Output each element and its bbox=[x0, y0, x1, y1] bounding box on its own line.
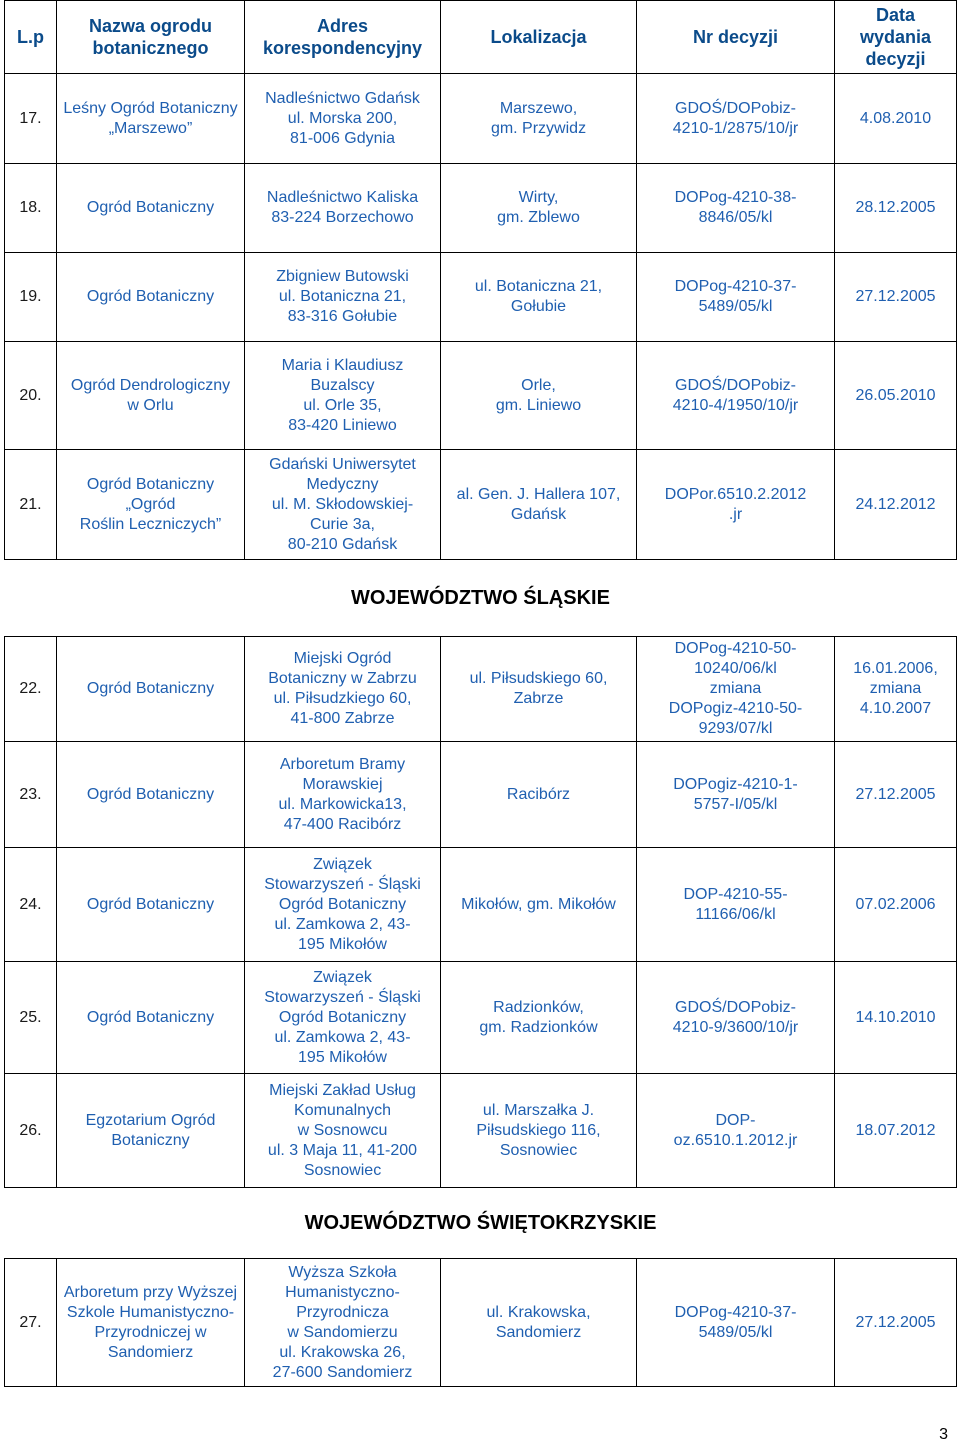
section-swietokrzyskie-body bbox=[5, 1188, 957, 1259]
cell-address bbox=[245, 74, 441, 164]
cell-name bbox=[57, 848, 245, 962]
cell-line: 27.12.2005 bbox=[855, 288, 936, 305]
cell-name bbox=[57, 74, 245, 164]
cell-line: ul. Piłsudzkiego 60, bbox=[273, 690, 412, 707]
cell-name bbox=[57, 637, 245, 742]
cell-line: Związek bbox=[313, 968, 372, 986]
cell-line: Miejski Ogród bbox=[293, 650, 392, 667]
cell-location bbox=[441, 450, 637, 560]
header-address: Adres korespondencyjny bbox=[245, 1, 441, 74]
cell-line: 4.08.2010 bbox=[859, 109, 932, 127]
cell-line: ul. 3 Maja 11, 41-200 bbox=[267, 1141, 418, 1159]
cell-line: Ogród Botaniczny bbox=[86, 288, 215, 305]
cell-line: Ogród Botaniczny bbox=[86, 1008, 215, 1026]
cell-line: ul. Botaniczna 21, bbox=[474, 278, 603, 295]
cell-line: Stowarzyszeń - Śląski bbox=[264, 988, 421, 1006]
cell-line: DOPog-4210-37- bbox=[674, 278, 797, 295]
cell-lp: 23. bbox=[5, 742, 57, 848]
cell-line: Sosnowiec bbox=[499, 1141, 578, 1159]
cell-line: DOPogiz-4210-1- bbox=[673, 775, 798, 793]
cell-line: 9293/07/kl bbox=[698, 720, 773, 737]
cell-line: Sandomierz bbox=[495, 1323, 582, 1341]
cell-decision bbox=[637, 1259, 835, 1387]
cell-line: 4210-1/2875/10/jr bbox=[672, 119, 799, 137]
cell-line: ul. Zamkowa 2, 43- bbox=[274, 1028, 411, 1046]
cell-date bbox=[835, 848, 957, 962]
table-row bbox=[5, 342, 957, 450]
cell-line: Sandomierz bbox=[107, 1343, 194, 1361]
cell-line: 28.12.2005 bbox=[855, 199, 936, 216]
cell-address bbox=[245, 1259, 441, 1387]
cell-line: 26.05.2010 bbox=[855, 386, 936, 404]
table-row bbox=[5, 962, 957, 1074]
cell-lp: 21. bbox=[5, 450, 57, 560]
cell-lp: 27. bbox=[5, 1259, 57, 1387]
cell-location bbox=[441, 164, 637, 253]
cell-line: Botaniczny bbox=[111, 1131, 190, 1149]
cell-lp: 26. bbox=[5, 1074, 57, 1188]
cell-line: 47-400 Racibórz bbox=[283, 815, 402, 833]
cell-line: ul. Botaniczna 21, bbox=[278, 288, 407, 305]
cell-line: DOPog-4210-37- bbox=[674, 1303, 797, 1321]
cell-decision bbox=[637, 164, 835, 253]
cell-line: 8846/05/kl bbox=[698, 209, 773, 226]
cell-line: 27-600 Sandomierz bbox=[272, 1363, 413, 1381]
cell-line: Ogród Dendrologiczny bbox=[70, 376, 231, 394]
cell-decision bbox=[637, 450, 835, 560]
cell-line: 195 Mikołów bbox=[298, 1048, 387, 1066]
cell-line: 80-210 Gdańsk bbox=[287, 535, 398, 553]
rows-c bbox=[5, 1259, 957, 1387]
cell-line: 83-420 Liniewo bbox=[288, 416, 397, 434]
cell-lp: 20. bbox=[5, 342, 57, 450]
cell-line: Nadleśnictwo Kaliska bbox=[266, 189, 419, 206]
cell-decision bbox=[637, 74, 835, 164]
cell-line: Miejski Zakład Usług bbox=[269, 1081, 416, 1099]
section-row bbox=[5, 560, 957, 637]
cell-location bbox=[441, 848, 637, 962]
cell-line: Mikołów, gm. Mikołów bbox=[461, 895, 616, 913]
cell-location bbox=[441, 1074, 637, 1188]
cell-line: GDOŚ/DOPobiz- bbox=[675, 376, 796, 394]
rows-b bbox=[5, 637, 957, 1188]
cell-decision bbox=[637, 342, 835, 450]
header-name: Nazwa ogrodu botanicznego bbox=[57, 1, 245, 74]
cell-location bbox=[441, 1259, 637, 1387]
cell-line: Racibórz bbox=[506, 785, 571, 803]
cell-line: 14.10.2010 bbox=[855, 1008, 936, 1026]
cell-line: ul. M. Skłodowskiej- bbox=[271, 495, 414, 513]
cell-line: Zbigniew Butowski bbox=[276, 268, 409, 285]
cell-line: zmiana bbox=[869, 680, 922, 697]
cell-decision bbox=[637, 962, 835, 1074]
cell-location bbox=[441, 342, 637, 450]
cell-line: Humanistyczno- bbox=[285, 1283, 400, 1301]
cell-date bbox=[835, 1074, 957, 1188]
cell-line: Szkole Humanistyczno- bbox=[66, 1303, 235, 1321]
cell-line: Nadleśnictwo Gdańsk bbox=[265, 89, 420, 107]
cell-date bbox=[835, 74, 957, 164]
section-row bbox=[5, 1188, 957, 1259]
cell-line: gm. Radzionków bbox=[479, 1018, 598, 1036]
cell-line: Maria i Klaudiusz bbox=[281, 356, 404, 374]
table-row bbox=[5, 637, 957, 742]
cell-line: Ogród Botaniczny bbox=[86, 895, 215, 913]
section-title-slaskie: WOJEWÓDZTWO ŚLĄSKIE bbox=[5, 560, 957, 637]
cell-decision bbox=[637, 1074, 835, 1188]
cell-line: ul. Piłsudskiego 60, bbox=[469, 670, 608, 687]
cell-line: ul. Marszałka J. bbox=[482, 1101, 595, 1119]
cell-line: GDOŚ/DOPobiz- bbox=[675, 998, 796, 1016]
cell-date bbox=[835, 962, 957, 1074]
cell-lp: 22. bbox=[5, 637, 57, 742]
header-location: Lokalizacja bbox=[441, 1, 637, 74]
cell-address bbox=[245, 342, 441, 450]
cell-line: 11166/06/kl bbox=[695, 905, 776, 923]
cell-name bbox=[57, 164, 245, 253]
cell-line: GDOŚ/DOPobiz- bbox=[675, 99, 796, 117]
cell-line: 41-800 Zabrze bbox=[290, 710, 395, 727]
table-row bbox=[5, 1074, 957, 1188]
cell-address bbox=[245, 253, 441, 342]
cell-line: Stowarzyszeń - Śląski bbox=[264, 875, 421, 893]
cell-line: 10240/06/kl bbox=[694, 660, 777, 677]
cell-location bbox=[441, 962, 637, 1074]
cell-line: DOP- bbox=[715, 1111, 756, 1129]
cell-line: gm. Zblewo bbox=[497, 209, 580, 226]
cell-address bbox=[245, 1074, 441, 1188]
cell-line: 4210-4/1950/10/jr bbox=[672, 396, 799, 414]
cell-line: Botaniczny w Zabrzu bbox=[268, 670, 417, 687]
table-row bbox=[5, 848, 957, 962]
cell-line: 24.12.2012 bbox=[855, 495, 936, 513]
cell-line: Morawskiej bbox=[302, 775, 383, 793]
cell-address bbox=[245, 962, 441, 1074]
cell-line: Ogród Botaniczny bbox=[278, 895, 407, 913]
cell-line: 4210-9/3600/10/jr bbox=[672, 1018, 799, 1036]
cell-line: DOPog-4210-38- bbox=[674, 189, 797, 206]
cell-line: 4.10.2007 bbox=[859, 700, 932, 717]
cell-line: w Orlu bbox=[127, 396, 174, 414]
cell-name bbox=[57, 1074, 245, 1188]
cell-line: Zabrze bbox=[513, 690, 564, 707]
header-date: Data wydania decyzji bbox=[835, 1, 957, 74]
cell-line: Egzotarium Ogród bbox=[85, 1111, 216, 1129]
cell-line: al. Gen. J. Hallera 107, bbox=[456, 485, 621, 503]
table-row bbox=[5, 450, 957, 560]
cell-date bbox=[835, 342, 957, 450]
cell-line: oz.6510.1.2012.jr bbox=[673, 1131, 798, 1149]
cell-line: ul. Markowicka13, bbox=[278, 795, 407, 813]
cell-date bbox=[835, 164, 957, 253]
cell-location bbox=[441, 742, 637, 848]
cell-lp: 19. bbox=[5, 253, 57, 342]
cell-line: Wirty, bbox=[518, 189, 559, 206]
cell-line: Roślin Leczniczych” bbox=[79, 515, 222, 533]
cell-name bbox=[57, 342, 245, 450]
cell-line: Leśny Ogród Botaniczny bbox=[63, 99, 238, 117]
cell-line: DOPog-4210-50- bbox=[674, 640, 797, 657]
cell-line: Przyrodniczej w bbox=[94, 1323, 207, 1341]
cell-line: ul. Krakowska, bbox=[486, 1303, 591, 1321]
table-row bbox=[5, 253, 957, 342]
cell-line: Związek bbox=[313, 855, 372, 873]
cell-address bbox=[245, 742, 441, 848]
cell-line: Sosnowiec bbox=[303, 1161, 382, 1179]
page-number: 3 bbox=[939, 1426, 948, 1443]
cell-line: 07.02.2006 bbox=[855, 895, 936, 913]
header-row bbox=[5, 1, 957, 74]
cell-line: Gdański Uniwersytet bbox=[269, 455, 416, 473]
cell-line: 81-006 Gdynia bbox=[290, 129, 395, 147]
cell-date bbox=[835, 450, 957, 560]
cell-line: 16.01.2006, bbox=[853, 660, 938, 677]
botanical-gardens-table bbox=[4, 0, 957, 1387]
cell-line: ul. Zamkowa 2, 43- bbox=[274, 915, 411, 933]
cell-lp: 25. bbox=[5, 962, 57, 1074]
cell-line: 18.07.2012 bbox=[855, 1121, 936, 1139]
table-row bbox=[5, 164, 957, 253]
cell-line: w Sosnowcu bbox=[297, 1121, 388, 1139]
cell-line: 5757-I/05/kl bbox=[693, 795, 778, 813]
cell-decision bbox=[637, 253, 835, 342]
rows-a bbox=[5, 74, 957, 560]
cell-line: Arboretum przy Wyższej bbox=[63, 1283, 238, 1301]
cell-line: Ogród Botaniczny „Ogród bbox=[86, 475, 215, 513]
cell-decision bbox=[637, 742, 835, 848]
cell-name bbox=[57, 1259, 245, 1387]
cell-address bbox=[245, 164, 441, 253]
table-row bbox=[5, 74, 957, 164]
cell-line: DOPor.6510.2.2012 bbox=[664, 485, 807, 503]
cell-line: 27.12.2005 bbox=[855, 785, 936, 803]
cell-line: Radzionków, bbox=[493, 998, 584, 1016]
cell-line: Ogród Botaniczny bbox=[86, 785, 215, 803]
cell-location bbox=[441, 253, 637, 342]
cell-line: ul. Morska 200, bbox=[287, 109, 398, 127]
cell-line: Gołubie bbox=[510, 298, 567, 315]
cell-line: Medyczny bbox=[306, 475, 379, 493]
header-decision: Nr decyzji bbox=[637, 1, 835, 74]
cell-line: Arboretum Bramy bbox=[279, 755, 406, 773]
cell-date bbox=[835, 253, 957, 342]
cell-line: ul. Krakowska 26, bbox=[279, 1343, 406, 1361]
cell-name bbox=[57, 253, 245, 342]
cell-date bbox=[835, 742, 957, 848]
cell-address bbox=[245, 450, 441, 560]
cell-line: Wyższa Szkoła bbox=[288, 1263, 397, 1281]
cell-line: zmiana bbox=[709, 680, 762, 697]
cell-line: DOPogiz-4210-50- bbox=[668, 700, 803, 717]
cell-line: 5489/05/kl bbox=[698, 1323, 773, 1341]
cell-address bbox=[245, 637, 441, 742]
cell-line: Orle, bbox=[521, 376, 556, 394]
cell-line: gm. Przywidz bbox=[490, 119, 587, 137]
cell-line: Ogród Botaniczny bbox=[86, 680, 215, 697]
cell-date bbox=[835, 637, 957, 742]
cell-line: w Sandomierzu bbox=[287, 1323, 398, 1341]
table-row bbox=[5, 742, 957, 848]
cell-name bbox=[57, 962, 245, 1074]
cell-name bbox=[57, 450, 245, 560]
cell-line: 27.12.2005 bbox=[855, 1313, 936, 1331]
cell-line: gm. Liniewo bbox=[495, 396, 582, 414]
cell-line: Curie 3a, bbox=[310, 515, 375, 533]
section-title-swietokrzyskie: WOJEWÓDZTWO ŚWIĘTOKRZYSKIE bbox=[5, 1188, 957, 1259]
section-slaskie-body bbox=[5, 560, 957, 637]
cell-line: Ogród Botaniczny bbox=[86, 199, 215, 216]
cell-line: DOP-4210-55- bbox=[683, 885, 788, 903]
cell-line: Ogród Botaniczny bbox=[278, 1008, 407, 1026]
cell-location bbox=[441, 74, 637, 164]
cell-line: Gdańsk bbox=[510, 505, 567, 523]
cell-line: Przyrodnicza bbox=[296, 1303, 389, 1321]
table-row bbox=[5, 1259, 957, 1387]
cell-name bbox=[57, 742, 245, 848]
cell-date bbox=[835, 1259, 957, 1387]
cell-decision bbox=[637, 848, 835, 962]
cell-line: Piłsudskiego 116, bbox=[476, 1121, 601, 1139]
cell-line: .jr bbox=[728, 505, 743, 523]
cell-line: Marszewo, bbox=[499, 99, 578, 117]
cell-line: 83-224 Borzechowo bbox=[271, 209, 414, 226]
cell-lp: 18. bbox=[5, 164, 57, 253]
cell-line: „Marszewo” bbox=[108, 119, 193, 137]
document-page bbox=[4, 0, 956, 1443]
cell-line: 83-316 Gołubie bbox=[287, 308, 398, 325]
cell-lp: 24. bbox=[5, 848, 57, 962]
cell-decision bbox=[637, 637, 835, 742]
cell-line: Komunalnych bbox=[294, 1101, 391, 1119]
cell-location bbox=[441, 637, 637, 742]
cell-address bbox=[245, 848, 441, 962]
cell-line: 5489/05/kl bbox=[698, 298, 773, 315]
cell-line: ul. Orle 35, bbox=[303, 396, 382, 414]
cell-line: Buzalscy bbox=[310, 376, 375, 394]
cell-lp: 17. bbox=[5, 74, 57, 164]
header-lp: L.p bbox=[5, 1, 57, 74]
cell-line: 195 Mikołów bbox=[298, 935, 387, 953]
